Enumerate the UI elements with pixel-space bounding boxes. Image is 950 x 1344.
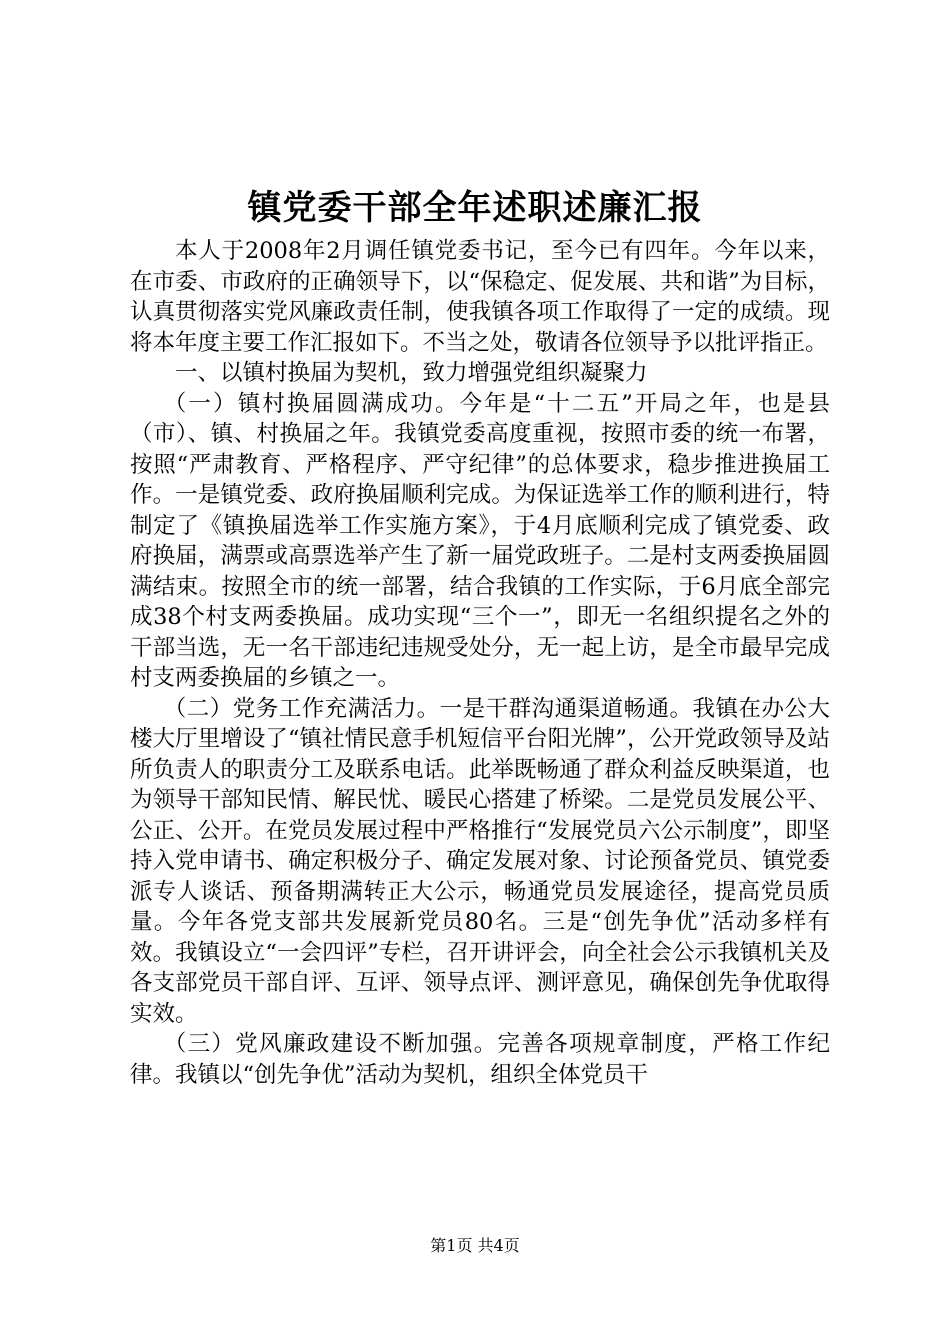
paragraph-section-1-1: （一）镇村换届圆满成功。今年是“十二五”开局之年，也是县（市）、镇、村换届之年。我镇党委高度重视，按照市委的统一布署，按照“严肃教育、严格程序、严守纪律”的总体要求，稳步推进换届工作。一是镇党委、政府换届顺利完成。为保证选举工作的顺利进行，特制定了《镇换届选举工作实施方案》，于4月底顺利完成了镇党委、政府换届，满票或高票选举产生了新一届党政班子。二是村支两委换届圆满结束。按照全市的统一部署，结合我镇的工作实际，于6月底全部完成38个村支两委换届。成功实现“三个一”，即无一名组织提名之外的干部当选，无一名干部违纪违规受处分，无一起上访，是全市最早完成村支两委换届的乡镇之一。: [130, 390, 830, 691]
section-heading-1: 一、以镇村换届为契机，致力增强党组织凝聚力: [175, 360, 648, 386]
paragraph-intro: 本人于2008年2月调任镇党委书记，至今已有四年。今年以来，在市委、市政府的正确领导下，以“保稳定、促发展、共和谐”为目标，认真贯彻落实党风廉政责任制，使我镇各项工作取得了一定的成绩。现将本年度主要工作汇报如下。不当之处，敬请各位领导予以批评指正。: [130, 238, 830, 356]
paragraph-section-1-3: （三）党风廉政建设不断加强。完善各项规章制度，严格工作纪律。我镇以“创先争优”活动为契机，组织全体党员干: [130, 1031, 830, 1088]
paragraph-section-1-2: （二）党务工作充满活力。一是干群沟通渠道畅通。我镇在办公大楼大厅里增设了“镇社情民意手机短信平台阳光牌”，公开党政领导及站所负责人的职责分工及联系电话。此举既畅通了群众利益反映渠道，也为领导干部知民情、解民忧、暖民心搭建了桥梁。二是党员发展公平、公正、公开。在党员发展过程中严格推行“发展党员六公示制度”，即坚持入党申请书、确定积极分子、确定发展对象、讨论预备党员、镇党委派专人谈话、预备期满转正大公示，畅通党员发展途径，提高党员质量。今年各党支部共发展新党员80名。三是“创先争优”活动多样有效。我镇设立“一会四评”专栏，召开讲评会，向全社会公示我镇机关及各支部党员干部自评、互评、领导点评、测评意见，确保创先争优取得实效。: [130, 695, 830, 1027]
page-footer: 第1页 共4页: [430, 1236, 520, 1255]
document-title: 镇党委干部全年述职述廉汇报: [247, 188, 703, 228]
document-body: [130, 236, 830, 1090]
